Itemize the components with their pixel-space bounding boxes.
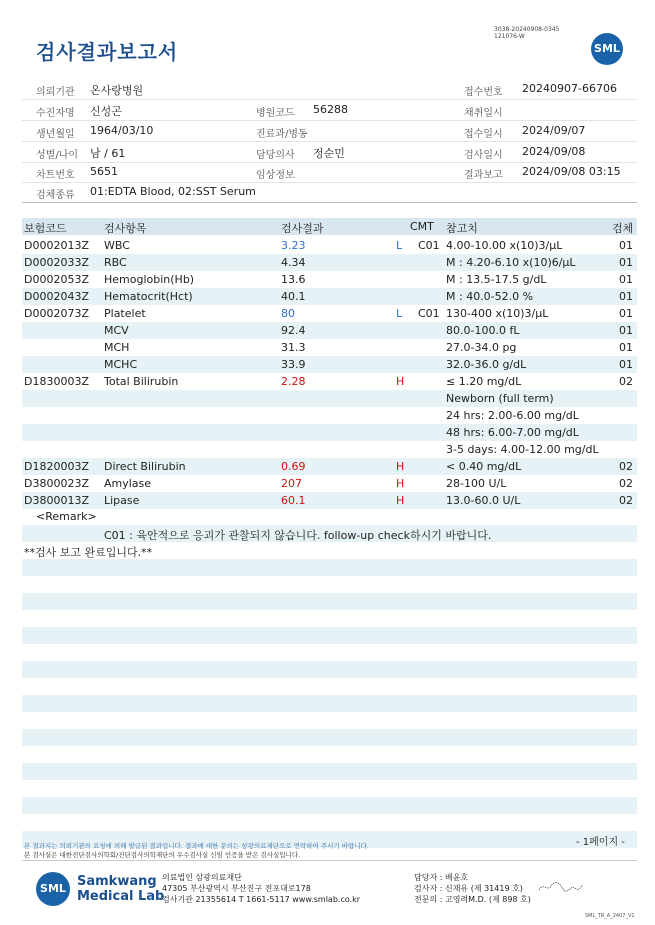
cell-item: RBC (104, 256, 127, 269)
cell-item: MCV (104, 324, 129, 337)
remark-label: <Remark> (36, 510, 97, 523)
blank-row (22, 695, 637, 712)
requester: 온사랑병원 (90, 84, 144, 97)
table-row (22, 373, 637, 390)
doctor: 정순민 (313, 147, 345, 160)
notice-text: 본 결과지는 의뢰기관의 요청에 의해 발급된 결과입니다. 결과에 대한 문의는 삼광의료재단으로 연락하여 주시기 바랍니다. (24, 842, 369, 850)
cell-ref: ≤ 1.20 mg/dL (446, 375, 522, 388)
cell-item: Hematocrit(Hct) (104, 290, 193, 303)
cell-spec: 01 (619, 273, 633, 286)
cell-ref: 32.0-36.0 g/dL (446, 358, 527, 371)
footer-divider (22, 860, 637, 861)
cell-ref: M : 13.5-17.5 g/dL (446, 273, 547, 286)
cell-flag: H (396, 477, 405, 490)
specimen-types: 01:EDTA Blood, 02:SST Serum (90, 185, 256, 198)
header-row-2: 수진자명 신성곤 병원코드 56288 채취일시 (22, 100, 637, 121)
staff-info: 담당자 : 배윤호 검사자 : 신재유 (제 31419 호) 전문의 : 고영려M.D. (제 898 호) (414, 873, 531, 904)
cell-item: Hemoglobin(Hb) (104, 273, 195, 286)
table-row (22, 339, 637, 356)
cell-result: 80 (281, 307, 295, 320)
blank-row (22, 729, 637, 746)
table-row (22, 424, 637, 441)
cell-code: D0002073Z (24, 307, 89, 320)
report-complete: **검사 보고 완료입니다.** (24, 546, 153, 559)
page-number: - 1페이지 - (576, 837, 625, 848)
table-row (22, 288, 637, 305)
cell-item: Total Bilirubin (104, 375, 179, 388)
cell-code: D0002013Z (24, 239, 89, 252)
cell-item: MCHC (104, 358, 138, 371)
form-code: SML_TR_A_2407_V1 (585, 913, 635, 919)
results-table-header: 보험코드 검사항목 검사결과 CMT 참고치 검체 (22, 218, 637, 235)
cell-ref: 4.00-10.00 x(10)3/μL (446, 239, 563, 252)
cell-ref: 27.0-34.0 pg (446, 341, 517, 354)
table-row (22, 322, 637, 339)
cell-cmt: C01 (418, 307, 440, 320)
table-row (22, 271, 637, 288)
cell-item: Lipase (104, 494, 140, 507)
blank-row (22, 559, 637, 576)
cell-flag: H (396, 375, 405, 388)
cell-ref: < 0.40 mg/dL (446, 460, 522, 473)
cell-spec: 01 (619, 290, 633, 303)
cell-result: 40.1 (281, 290, 306, 303)
table-row (22, 475, 637, 492)
cell-result: 2.28 (281, 375, 306, 388)
cell-result: 4.34 (281, 256, 306, 269)
cell-result: 3.23 (281, 239, 306, 252)
blank-row (22, 763, 637, 780)
cell-flag: H (396, 494, 405, 507)
page-title: 검사결과보고서 (36, 40, 179, 64)
blank-row (22, 593, 637, 610)
table-row (22, 407, 637, 424)
cell-code: D3800013Z (24, 494, 89, 507)
remark-text: C01 : 육안적으로 응괴가 관찰되지 않습니다. follow-up check하시기 바랍니다. (104, 529, 492, 542)
header-row-5: 차트번호 5651 임상정보 결과보고 2024/09/08 03:15 (22, 162, 637, 183)
cell-result: 31.3 (281, 341, 306, 354)
birth-date: 1964/03/10 (90, 124, 154, 137)
test-date: 2024/09/08 (522, 145, 586, 158)
cell-spec: 01 (619, 358, 633, 371)
cell-code: D1820003Z (24, 460, 89, 473)
cell-ref: 48 hrs: 6.00-7.00 mg/dL (446, 426, 579, 439)
table-row (22, 237, 637, 254)
cell-flag: L (396, 307, 403, 320)
cell-spec: 02 (619, 460, 633, 473)
cell-ref: M : 4.20-6.10 x(10)6/μL (446, 256, 576, 269)
blank-row (22, 627, 637, 644)
accept-date: 2024/09/07 (522, 124, 586, 137)
cell-spec: 02 (619, 375, 633, 388)
cell-flag: L (396, 239, 403, 252)
cell-ref: 28-100 U/L (446, 477, 507, 490)
report-complete-row (22, 542, 637, 559)
cell-flag: H (396, 460, 405, 473)
cell-ref: 13.0-60.0 U/L (446, 494, 521, 507)
cell-item: MCH (104, 341, 130, 354)
table-row (22, 254, 637, 271)
accept-number: 20240907-66706 (522, 82, 617, 95)
header-row-3: 생년월일 1964/03/10 진료과/병동 접수일시 2024/09/07 (22, 121, 637, 142)
patient-name: 신성곤 (90, 105, 122, 118)
lab-name: Samkwang Medical Lab (77, 874, 165, 904)
cell-result: 13.6 (281, 273, 306, 286)
cell-ref: 130-400 x(10)3/μL (446, 307, 549, 320)
report-date: 2024/09/08 03:15 (522, 165, 621, 178)
cell-result: 92.4 (281, 324, 306, 337)
table-row (22, 441, 637, 458)
cell-item: WBC (104, 239, 130, 252)
sex-age: 남 / 61 (90, 147, 126, 160)
lab-info: 의료법인 삼광의료재단 47305 부산광역시 부산진구 전포대로178 검사기관 21355614 T 1661-5117 www.smlab.co.kr (162, 873, 361, 904)
blank-row (22, 661, 637, 678)
cell-ref: 24 hrs: 2.00-6.00 mg/dL (446, 409, 579, 422)
cell-code: D1830003Z (24, 375, 89, 388)
accreditation-text: 본 검사실은 대한진단검사의학회/진단검사의학재단의 우수검사실 신임 인증을 받은 검사실입니다. (24, 851, 301, 859)
cell-code: D0002033Z (24, 256, 89, 269)
sml-footer-logo: SML (36, 872, 70, 906)
cell-ref: 3-5 days: 4.00-12.00 mg/dL (446, 443, 599, 456)
sml-logo: SML (591, 33, 623, 65)
cell-result: 60.1 (281, 494, 306, 507)
cell-item: Platelet (104, 307, 146, 320)
document-id: 3038-20240908-0345 121076-W (494, 26, 560, 40)
cell-result: 207 (281, 477, 302, 490)
cell-code: D0002053Z (24, 273, 89, 286)
cell-spec: 01 (619, 307, 633, 320)
cell-spec: 01 (619, 324, 633, 337)
cell-ref: 80.0-100.0 fL (446, 324, 520, 337)
cell-spec: 02 (619, 494, 633, 507)
cell-code: D3800023Z (24, 477, 89, 490)
cell-spec: 01 (619, 256, 633, 269)
cell-result: 0.69 (281, 460, 306, 473)
table-row (22, 356, 637, 373)
signature (537, 880, 585, 894)
blank-row (22, 797, 637, 814)
table-row (22, 492, 637, 509)
cell-spec: 02 (619, 477, 633, 490)
table-row (22, 458, 637, 475)
hospital-code: 56288 (313, 103, 348, 116)
header-row-1: 의뢰기관 온사랑병원 접수번호 20240907-66706 (22, 79, 637, 100)
chart-number: 5651 (90, 165, 118, 178)
cell-result: 33.9 (281, 358, 306, 371)
cell-code: D0002043Z (24, 290, 89, 303)
remark-text-row (22, 525, 637, 542)
header-row-4: 성별/나이 남 / 61 담당의사 정순민 검사일시 2024/09/08 (22, 142, 637, 163)
header-row-6: 검체종류 01:EDTA Blood, 02:SST Serum (22, 182, 637, 203)
table-row (22, 390, 637, 407)
cell-item: Direct Bilirubin (104, 460, 186, 473)
cell-spec: 01 (619, 239, 633, 252)
cell-item: Amylase (104, 477, 152, 490)
remark-row (22, 508, 637, 525)
cell-ref: M : 40.0-52.0 % (446, 290, 534, 303)
cell-spec: 01 (619, 341, 633, 354)
cell-cmt: C01 (418, 239, 440, 252)
table-row (22, 305, 637, 322)
cell-ref: Newborn (full term) (446, 392, 554, 405)
